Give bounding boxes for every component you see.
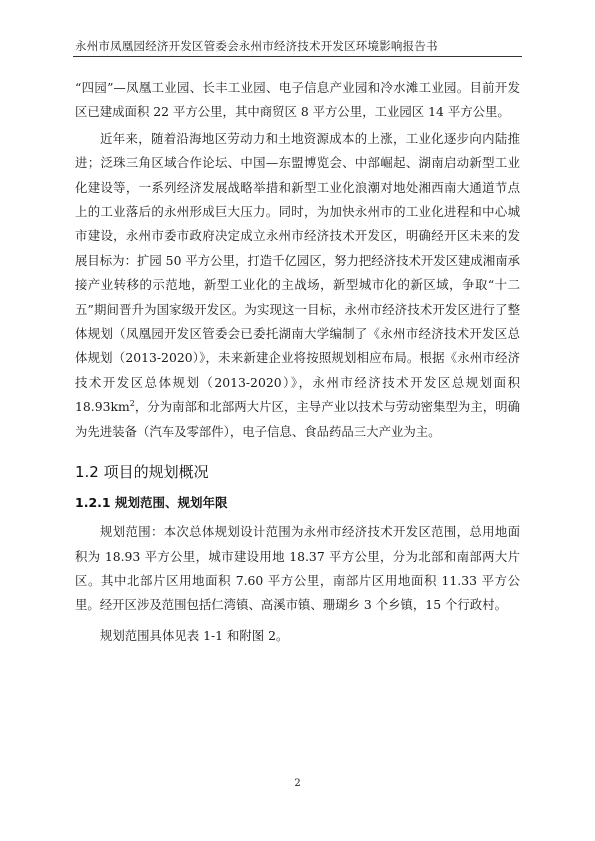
paragraph-background-tail: ，分为南部和北部两大片区，主导产业以技术与劳动密集型为主，明确为先进装备（汽车及零部件），电子信息、食品药品三大产业为主。 [75,399,520,439]
header-divider [73,56,522,57]
paragraph-background [75,127,520,444]
paragraph-planning-scope: 规划范围：本次总体规划设计范围为永州市经济技术开发区范围，总用地面积为 18.93 平方公里，城市建设用地 18.37 平方公里，分为北部和南部两大片区。其中北部片区用地面积 7.60 平方公里，南部片区用地面积 11.33 平方公里。经开区涉及范围包括仁湾镇、高溪市镇、珊瑚乡 3 个乡镇，15 个行政村。 [75,524,520,613]
document-body [75,76,520,648]
paragraph-four-parks: “四园”—凤凰工业园、长丰工业园、电子信息产业园和冷水滩工业园。目前开发区已建成面积 22 平方公里，其中商贸区 8 平方公里，工业园区 14 平方公里。 [75,80,520,120]
page-number: 2 [294,778,301,789]
section-heading: 1.2 项目的规划概况 [75,463,209,482]
paragraph-scope-reference: 规划范围具体见表 1-1 和附图 2。 [100,627,289,643]
page-header: 永州市凤凰园经济开发区管委会永州市经济技术开发区环境影响报告书 [75,39,438,53]
subsection-heading: 1.2.1 规划范围、规划年限 [75,495,228,511]
paragraph-background-text: 近年来，随着沿海地区劳动力和土地资源成本的上涨，工业化逐步向内陆推进；泛珠三角区域合作论坛、中国—东盟博览会、中部崛起、湖南启动新型工业化建设等，一系列经济发展战略举措和新型工业化浪潮对地处湘西南大通道节点上的工业落后的永州形成巨大压力。同时，为加快永州市的工业化进程和中心城市建设，永州市委市政府决定成立永州市经济技术开发区，明确经开区未来的发展目标为：扩园 50 平方公里，打造千亿园区，努力把经济技术开发区建成湘南承接产业转移的示范地，新型工业化的主战场，新型城市化的新区域，争取“十二五”期间晋升为国家级开发区。为实现这一目标，永州市经济技术开发区进行了整体规划（凤凰园开发区管委会已委托湖南大学编制了《永州市经济技术开发区总体规划（2013-2020）》，未来新建企业将按照规划相应布局。根据《永州市经济技术开发区总体规划（2013-2020）》，永州市经济技术开发区总规划面积 18.93km [75,130,520,415]
area-unit-superscript: 2 [129,399,135,409]
